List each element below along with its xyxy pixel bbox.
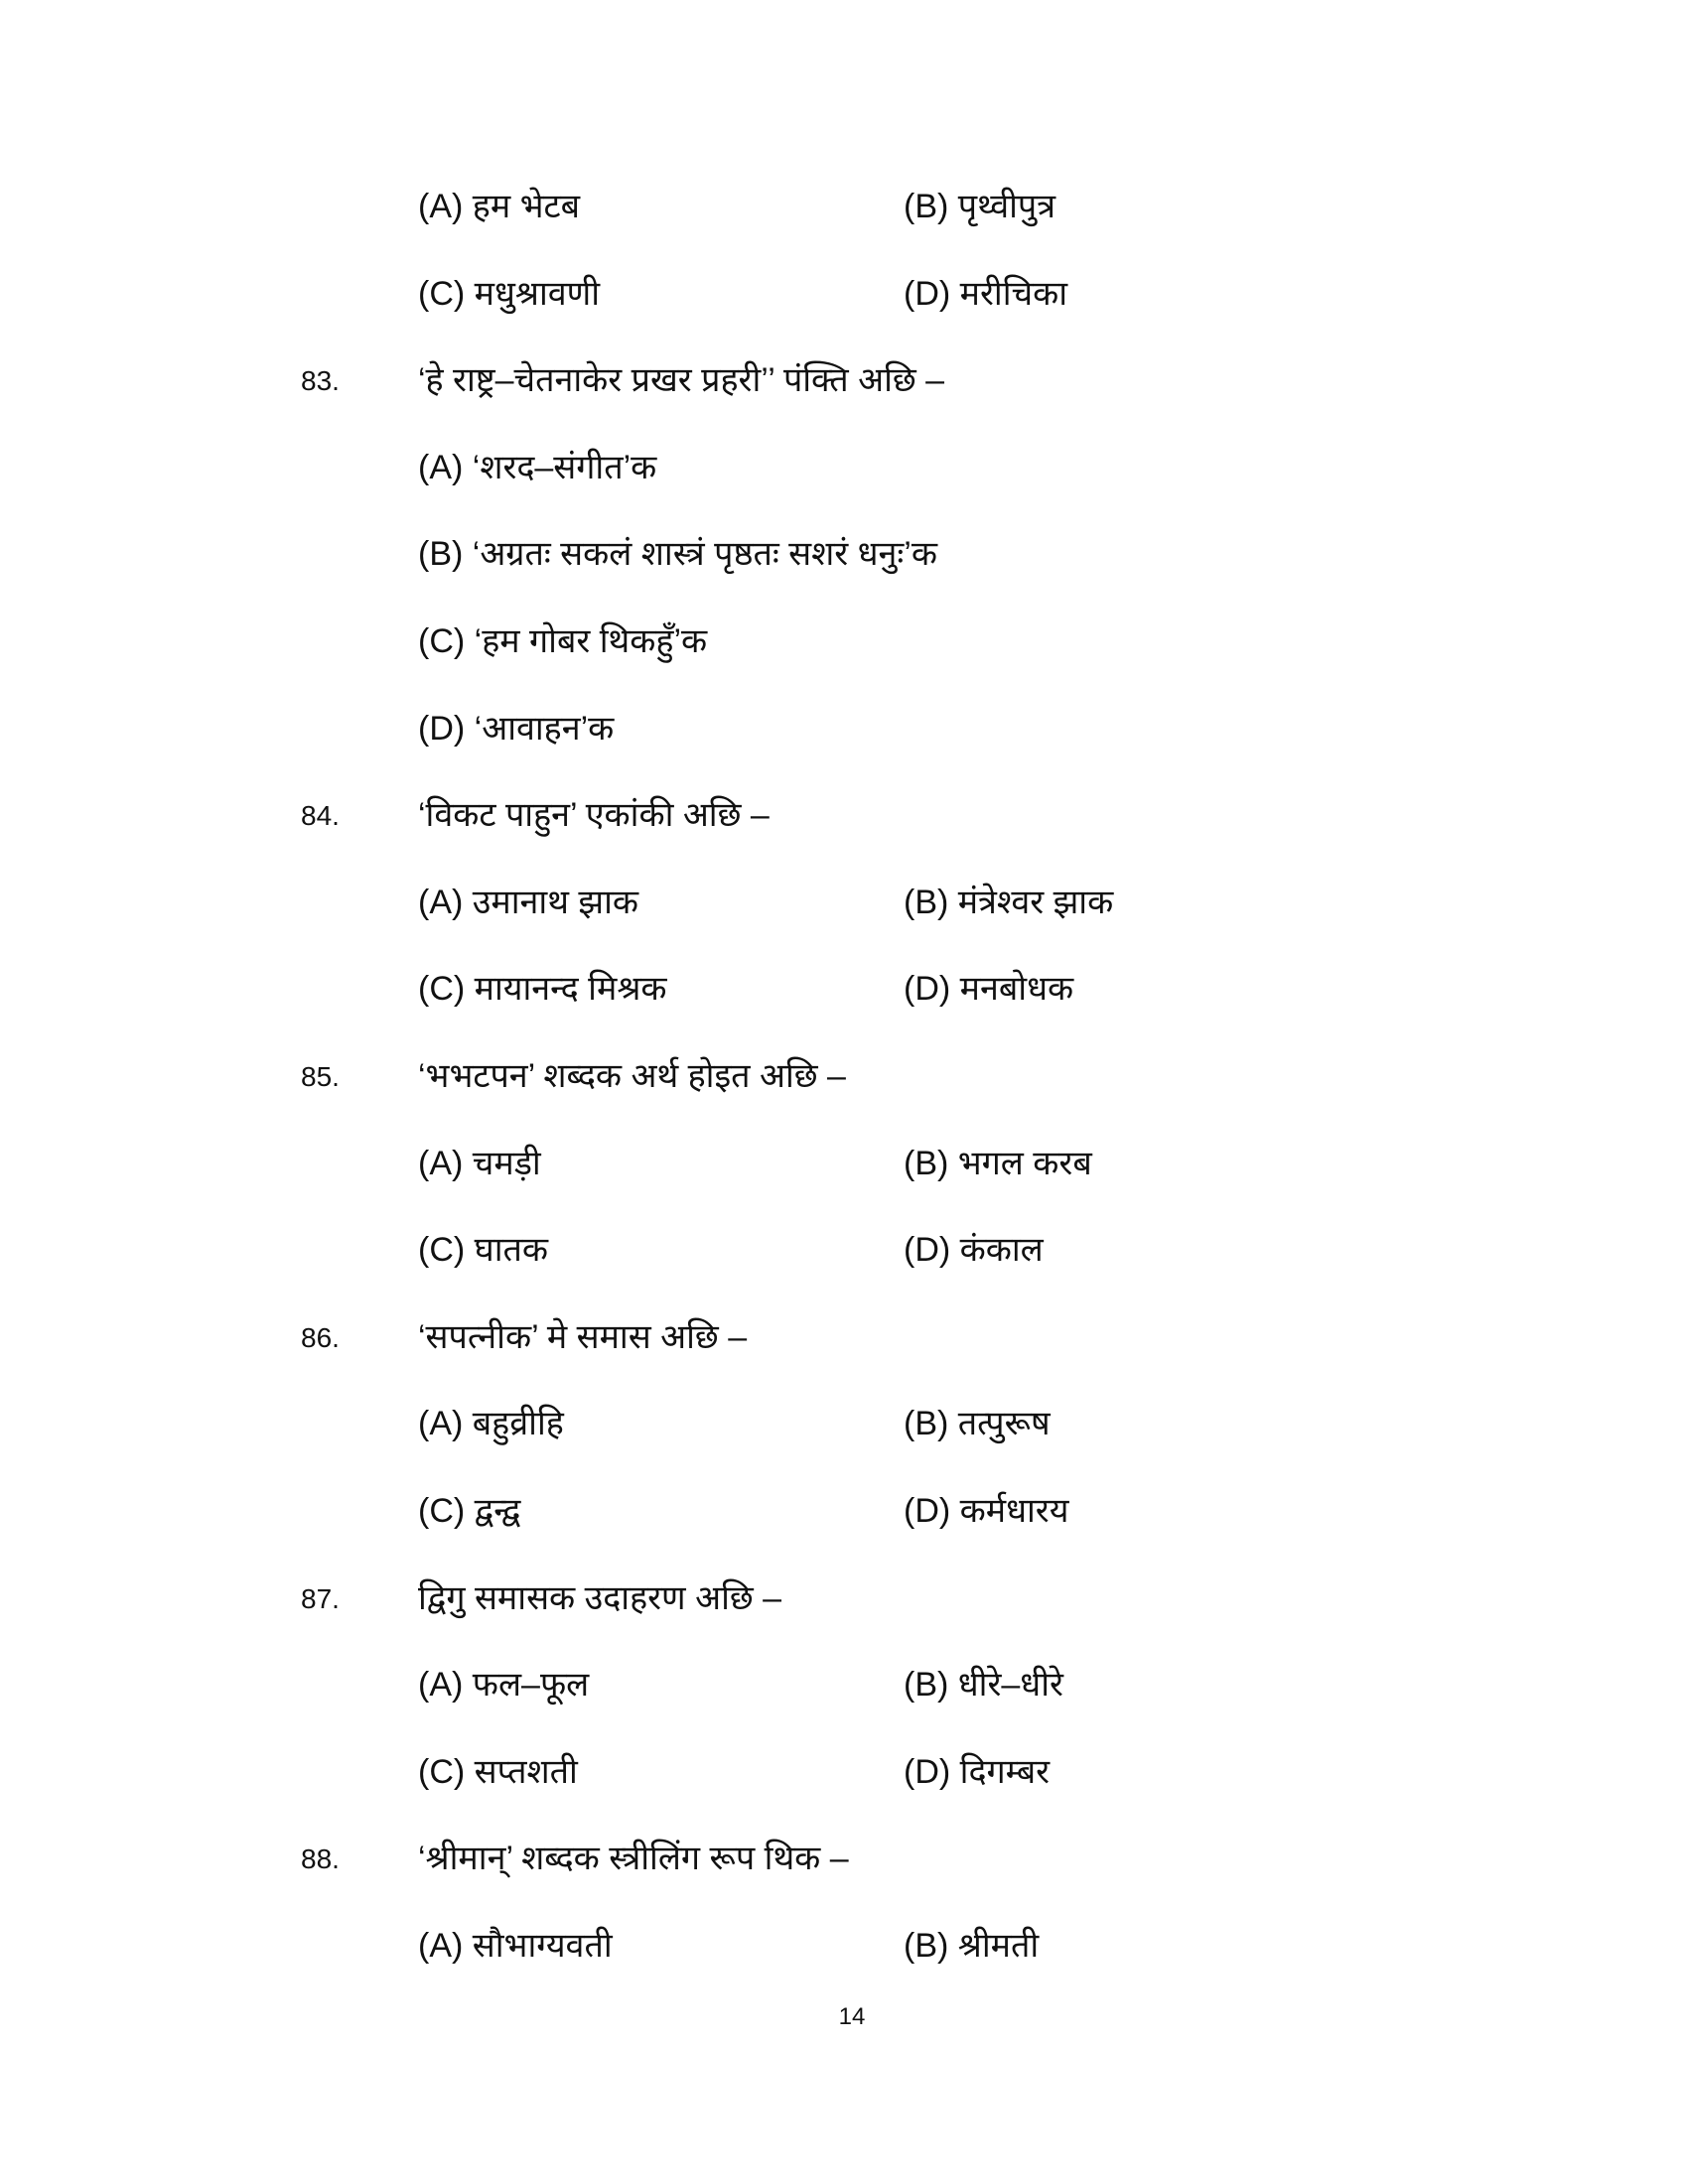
question-number: 84.	[301, 800, 340, 832]
question-number: 83.	[301, 365, 340, 397]
question-number: 86.	[301, 1321, 340, 1353]
option-a: (A) चमड़ी	[418, 1144, 541, 1182]
option-row	[0, 1903, 1688, 1990]
option-row	[0, 164, 1688, 251]
option-b: (B) मंत्रेश्वर झाक	[904, 883, 1114, 921]
option-row	[0, 599, 1688, 686]
question-number: 85.	[301, 1060, 340, 1092]
option-b: (B) श्रीमती	[904, 1926, 1040, 1965]
option-row	[0, 425, 1688, 512]
question-text: ‘सपत्नीक’ मे समास अछि –	[418, 1317, 748, 1356]
option-a: (A) उमानाथ झाक	[418, 883, 639, 921]
question-85	[0, 1033, 1688, 1121]
question-84	[0, 772, 1688, 860]
option-a: (A) बहुव्रीहि	[418, 1405, 564, 1443]
option-c: (C) सप्तशती	[418, 1752, 578, 1791]
option-row	[0, 1642, 1688, 1729]
option-d: (D) मनबोधक	[904, 970, 1074, 1009]
option-row	[0, 251, 1688, 339]
question-86	[0, 1295, 1688, 1382]
option-row	[0, 1729, 1688, 1817]
option-c: (C) ‘हम गोबर थिकहुँ’क	[418, 621, 708, 660]
option-row	[0, 946, 1688, 1033]
option-d: (D) मरीचिका	[904, 274, 1068, 313]
question-page	[0, 164, 1688, 1989]
question-text: ‘हे राष्ट्र–चेतनाकेर प्रखर प्रहरी’’ पंक्ति अछि –	[418, 361, 945, 400]
option-b: (B) भगल करब	[904, 1144, 1092, 1182]
option-d: (D) कर्मधारय	[904, 1491, 1069, 1530]
option-b: (B) ‘अग्रतः सकलं शास्त्रं पृष्ठतः सशरं धनुः’क	[418, 535, 937, 574]
question-number: 88.	[301, 1843, 340, 1875]
question-text: ‘भभटपन’ शब्दक अर्थ होइत अछि –	[418, 1056, 846, 1095]
option-row	[0, 1468, 1688, 1556]
option-d: (D) ‘आवाहन’क	[418, 709, 615, 748]
option-row	[0, 1207, 1688, 1295]
question-87	[0, 1556, 1688, 1643]
option-a: (A) फल–फूल	[418, 1666, 590, 1705]
option-a: (A) सौभाग्यवती	[418, 1926, 613, 1965]
question-88	[0, 1816, 1688, 1903]
question-text: ‘श्रीमान्’ शब्दक स्त्रीलिंग रूप थिक –	[418, 1840, 849, 1878]
question-text: द्विगु समासक उदाहरण अछि –	[418, 1578, 782, 1617]
option-a: (A) हम भेटब	[418, 188, 581, 225]
question-number: 87.	[301, 1582, 340, 1614]
option-a: (A) ‘शरद–संगीत’क	[418, 448, 657, 486]
question-text: ‘विकट पाहुन’ एकांकी अछि –	[418, 796, 770, 835]
question-83	[0, 338, 1688, 425]
option-row	[0, 686, 1688, 773]
option-b: (B) तत्पुरूष	[904, 1405, 1051, 1443]
option-c: (C) द्वन्द्व	[418, 1491, 521, 1530]
option-d: (D) कंकाल	[904, 1231, 1044, 1270]
option-c: (C) मायानन्द मिश्रक	[418, 970, 667, 1009]
option-row	[0, 860, 1688, 947]
option-row	[0, 1121, 1688, 1208]
option-c: (C) मधुश्रावणी	[418, 274, 601, 313]
option-c: (C) घातक	[418, 1231, 549, 1270]
page-number: 14	[838, 2003, 866, 2030]
option-row	[0, 511, 1688, 599]
option-b: (B) पृथ्वीपुत्र	[904, 188, 1055, 225]
option-d: (D) दिगम्बर	[904, 1752, 1051, 1791]
option-row	[0, 1381, 1688, 1468]
option-b: (B) धीरे–धीरे	[904, 1666, 1063, 1705]
